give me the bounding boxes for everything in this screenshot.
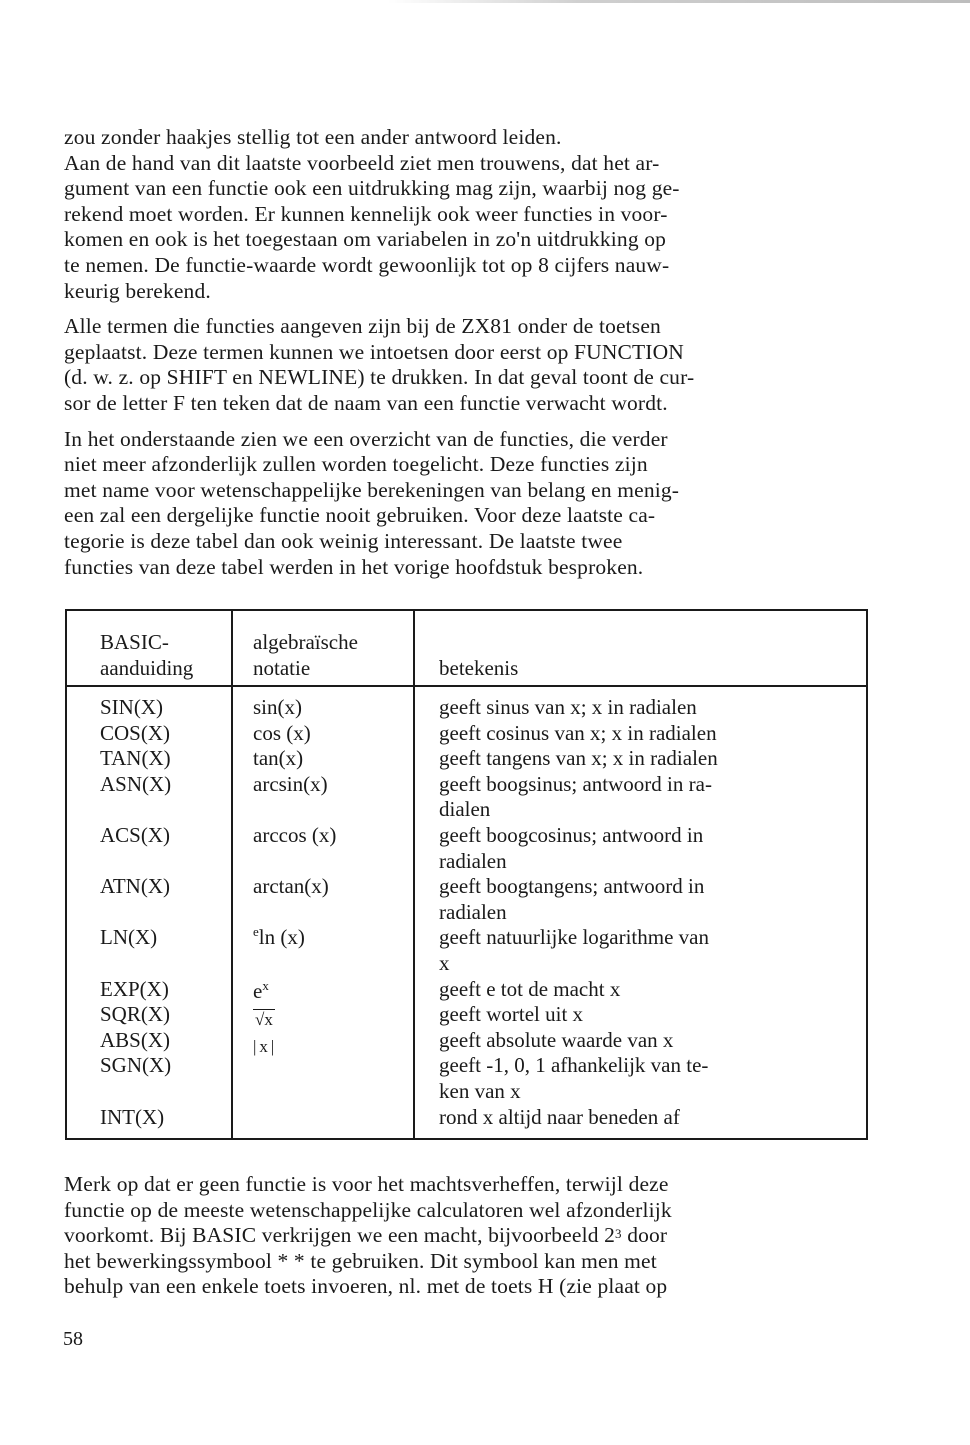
text-line: In het onderstaande zien we een overzicht van de functies, die verder [64,426,668,451]
header-text: BASIC- [100,630,169,654]
page-body [64,125,864,590]
meaning: geeft boogsinus; antwoord in ra- [439,771,712,796]
page-number: 58 [63,1328,83,1350]
meaning: x [439,950,450,975]
basic-keyword: INT(X) [100,1104,165,1129]
sqrt-notation: √x [255,1010,273,1030]
meaning: geeft tangens van x; x in radialen [439,746,718,771]
meaning: geeft e tot de macht x [439,976,621,1001]
notation [253,1033,413,1060]
text-line: behulp van een enkele toets invoeren, nl. met de toets H (zie plaat op [64,1274,668,1299]
meaning: dialen [439,797,491,822]
basic-keyword: EXP(X) [100,976,169,1001]
abs-notation: |x| [253,1036,278,1056]
notation-text: ln (x) [258,925,305,950]
notation [253,1006,413,1033]
basic-keyword: ACS(X) [100,822,171,847]
basic-keyword: ATN(X) [100,874,170,899]
notation-text: e [253,978,263,1003]
text-line: tegorie is deze tabel dan ook weinig interessant. De laatste twee [64,528,623,553]
text-line: keurig berekend. [64,278,211,303]
meaning: geeft boogcosinus; antwoord in [439,822,704,847]
meaning: rond x altijd naar beneden af [439,1104,680,1129]
text-line: te nemen. De functie-waarde wordt gewoonlijk tot op 8 cijfers nauw- [64,252,670,277]
basic-keyword: COS(X) [100,720,171,745]
function-table [65,609,868,1140]
paragraph-2 [64,314,864,416]
notation [253,979,413,1007]
closing-paragraph [64,1172,864,1300]
text-line: Alle termen die functies aangeven zijn bij de ZX81 onder de toetsen [64,314,661,339]
header-meaning [414,610,867,686]
notation: tan(x) [253,746,304,771]
text-line: sor de letter F ten teken dat de naam van een functie verwacht wordt. [64,390,668,415]
notation-sup: e [253,924,259,940]
text-fragment: door [621,1223,668,1248]
text-line: gument van een functie ook een uitdrukking mag zijn, waarbij nog ge- [64,176,680,201]
basic-keyword: SIN(X) [100,695,163,719]
paragraph-3 [64,427,864,581]
meaning: geeft sinus van x; x in radialen [439,695,697,719]
text-line: geplaatst. Deze termen kunnen we intoetsen door eerst op FUNCTION [64,339,684,364]
notation: sin(x) [253,695,302,719]
header-notation [232,610,414,686]
header-text: algebraïsche [253,630,358,654]
text-line: een zal een dergelijke functie nooit gebruiken. Voor deze laatste ca- [64,503,656,528]
notation: arcsin(x) [253,771,328,796]
text-line: het bewerkingssymbool * * te gebruiken. Dit symbool kan men met [64,1248,657,1273]
basic-keyword: SQR(X) [100,1002,171,1027]
scan-edge [0,0,970,3]
notation: cos (x) [253,720,311,745]
meaning: radialen [439,899,507,924]
text-line: komen en ook is het toegestaan om variabelen in zo'n uitdrukking op [64,227,667,252]
notation-sup: x [262,977,269,993]
basic-keyword: ASN(X) [100,771,172,796]
header-text: betekenis [439,655,519,680]
text-line: Aan de hand van dit laatste voorbeeld ziet men trouwens, dat het ar- [64,150,660,175]
notation: arctan(x) [253,874,329,899]
meaning: geeft cosinus van x; x in radialen [439,720,717,745]
header-basic [66,610,232,686]
header-text: notatie [253,655,311,680]
exponent: 3 [615,1226,622,1242]
basic-keyword: SGN(X) [100,1053,172,1078]
meaning: geeft absolute waarde van x [439,1027,674,1052]
basic-keyword: LN(X) [100,925,158,950]
notation-column [232,686,414,1139]
paragraph-1 [64,125,864,304]
text-line: met name voor wetenschappelijke berekeningen van belang en menig- [64,477,680,502]
meaning: ken van x [439,1078,521,1103]
meaning: radialen [439,848,507,873]
text-line [64,1223,864,1249]
table-header-row [66,610,867,686]
text-line: (d. w. z. op SHIFT en NEWLINE) te drukken. In dat geval toont de cur- [64,365,695,390]
text-line: Merk op dat er geen functie is voor het machtsverheffen, terwijl deze [64,1172,669,1196]
text-line: zou zonder haakjes stellig tot een ander antwoord leiden. [64,125,562,149]
meaning: geeft wortel uit x [439,1002,584,1027]
text-line: functies van deze tabel werden in het vorige hoofdstuk besproken. [64,554,644,579]
notation [253,925,413,953]
meaning: geeft boogtangens; antwoord in [439,874,705,899]
header-text: aanduiding [100,655,194,680]
text-line: functie op de meeste wetenschappelijke calculatoren wel afzonderlijk [64,1197,672,1222]
meaning: geeft -1, 0, 1 afhankelijk van te- [439,1053,709,1078]
notation: arccos (x) [253,822,337,847]
text-fragment: voorkomt. Bij BASIC verkrijgen we een macht, bijvoorbeeld 2 [64,1223,616,1248]
basic-keyword: ABS(X) [100,1027,171,1052]
text-line: rekend moet worden. Er kunnen kennelijk ook weer functies in voor- [64,201,668,226]
closing-section [64,1172,864,1310]
basic-column [66,686,232,1139]
basic-keyword: TAN(X) [100,746,171,771]
header-text [439,630,866,656]
meaning-column [414,686,867,1139]
text-line: niet meer afzonderlijk zullen worden toegelicht. Deze functies zijn [64,452,648,477]
table-row [66,686,867,1139]
meaning: geeft natuurlijke logarithme van [439,925,709,950]
